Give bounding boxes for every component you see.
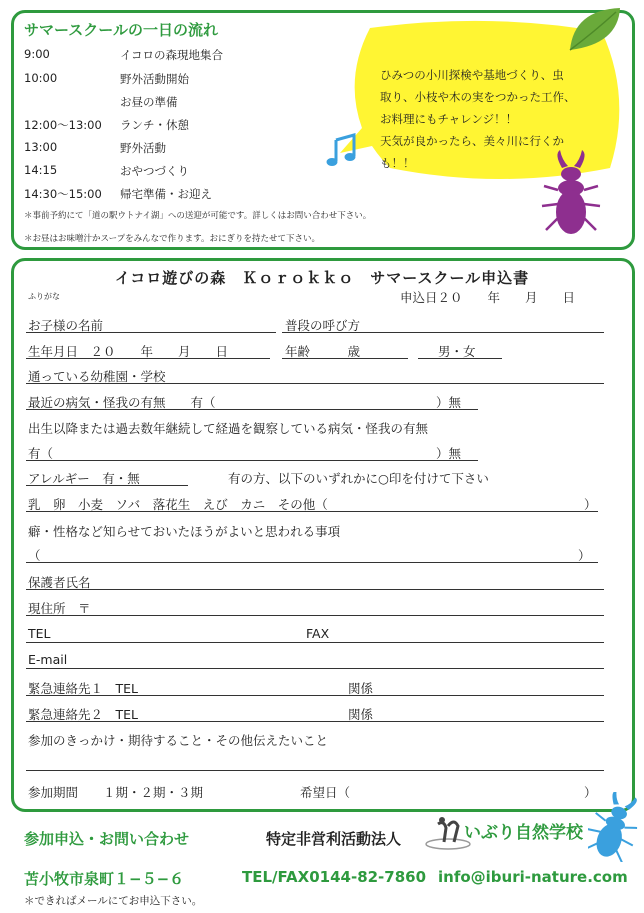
- footer-note: ＊できればメールにてお申込下さい。: [24, 895, 203, 907]
- schedule-time: 10:00: [24, 71, 58, 85]
- long-illness-field[interactable]: [26, 460, 478, 461]
- birth-field[interactable]: [26, 358, 270, 359]
- recent-illness-field[interactable]: [26, 409, 478, 410]
- org-type: 特定非営利活動法人: [266, 830, 402, 848]
- furigana-label: ふりがな: [28, 292, 60, 301]
- footer-telfax: TEL/FAX0144-82-7860: [242, 868, 427, 886]
- schedule-note: ＊お昼はお味噌汁かスープをみんなで作ります。おにぎりを持たせて下さい。: [24, 234, 320, 244]
- emergency1-field[interactable]: [26, 695, 604, 696]
- address-label: 現住所 〒: [28, 601, 91, 616]
- emergency2-field[interactable]: [26, 721, 604, 722]
- school-label: 通っている幼稚園・学校: [28, 369, 166, 384]
- motivation-field[interactable]: [26, 770, 604, 771]
- schedule-time: 12:00〜13:00: [24, 118, 102, 132]
- schedule-time: 13:00: [24, 140, 58, 154]
- stag-beetle-blue-icon: [588, 792, 640, 862]
- bubble-text: 取り、小枝や木の実をつかった工作、: [380, 90, 576, 104]
- tel-fax-field[interactable]: [26, 642, 604, 643]
- logo-text: いぶり自然学校: [464, 823, 583, 843]
- schedule-event: イコロの森現地集合: [120, 48, 224, 62]
- schedule-note: ＊事前予約にて「道の駅ウトナイ湖」への送迎が可能です。詳しくはお問い合わせ下さい。: [24, 211, 372, 221]
- footer-address: 苫小牧市泉町１−５−６: [24, 870, 185, 888]
- form-title: イコロ遊びの森 Ｋｏｒｏｋｋｏ サマースクール申込書: [114, 269, 530, 287]
- gender-label: 男・女: [438, 344, 476, 359]
- habits-close: ）: [578, 548, 591, 563]
- long-illness-none: ）無: [436, 446, 462, 461]
- recent-illness-none: ）無: [436, 395, 462, 410]
- allergy-field[interactable]: [26, 485, 188, 486]
- gender-field[interactable]: [418, 358, 502, 359]
- schedule-event: おやつづくり: [120, 164, 189, 178]
- emergency1-relation: 関係: [348, 681, 374, 696]
- schedule-time: 9:00: [24, 47, 50, 61]
- wish-date-label: 希望日（: [300, 785, 351, 800]
- stag-beetle-icon: [540, 150, 604, 240]
- schedule-time: 14:30〜15:00: [24, 187, 102, 201]
- bubble-text: ひみつの小川探検や基地づくり、虫: [380, 68, 564, 82]
- contact-heading: 参加申込・お問い合わせ: [24, 830, 190, 848]
- leaf-icon: [566, 4, 624, 54]
- child-name-label: お子様の名前: [28, 318, 104, 333]
- music-note-icon: [326, 132, 358, 168]
- long-illness-open: 有（: [28, 446, 54, 461]
- emergency2-relation: 関係: [348, 707, 374, 722]
- child-name-field[interactable]: [26, 332, 276, 333]
- allergens-close: ）: [584, 497, 597, 512]
- schedule-time: 14:15: [24, 163, 58, 177]
- emergency2-label: 緊急連絡先２ TEL: [28, 707, 138, 722]
- allergens-list: 乳 卵 小麦 ソバ 落花生 えび カニ その他（: [28, 497, 328, 512]
- school-field[interactable]: [26, 383, 604, 384]
- address-field[interactable]: [26, 615, 604, 616]
- long-illness-label: 出生以降または過去数年継続して経過を観察している病気・怪我の有無: [28, 421, 429, 436]
- allergens-field[interactable]: [26, 511, 598, 512]
- allergy-note: 有の方、以下のいずれかに○印を付けて下さい: [228, 471, 489, 486]
- application-date: 申込日２０ 年 月 日: [400, 290, 576, 305]
- motivation-label: 参加のきっかけ・期待すること・その他伝えたいこと: [28, 733, 329, 748]
- recent-illness-label: 最近の病気・怪我の有無 有（: [28, 395, 216, 410]
- schedule-event: 帰宅準備・お迎え: [120, 187, 212, 201]
- wish-date-close: ）: [584, 785, 597, 800]
- schedule-title: サマースクールの一日の流れ: [24, 21, 218, 39]
- emergency1-label: 緊急連絡先１ TEL: [28, 681, 138, 696]
- bubble-text: お料理にもチャレンジ！！: [380, 112, 518, 126]
- habits-label: 癖・性格など知らせておいたほうがよいと思われる事項: [28, 524, 341, 539]
- age-field[interactable]: [282, 358, 408, 359]
- schedule-event: 野外活動: [120, 141, 166, 155]
- guardian-field[interactable]: [26, 589, 604, 590]
- email-label: E-mail: [28, 652, 68, 667]
- schedule-event: お昼の準備: [120, 95, 178, 109]
- period-label: 参加期間 １期・２期・３期: [28, 785, 204, 800]
- bubble-text: も！！: [380, 156, 415, 170]
- email-field[interactable]: [26, 668, 604, 669]
- age-label: 年齢 歳: [285, 344, 361, 359]
- schedule-event: ランチ・休憩: [120, 118, 189, 132]
- iburi-logo: [424, 814, 583, 854]
- nickname-field[interactable]: [282, 332, 604, 333]
- allergy-label: アレルギー 有・無: [28, 471, 140, 486]
- nickname-label: 普段の呼び方: [285, 318, 361, 333]
- birth-label: 生年月日 ２０ 年 月 日: [28, 344, 229, 359]
- schedule-event: 野外活動開始: [120, 72, 189, 86]
- habits-field[interactable]: [26, 562, 598, 563]
- bubble-text: 天気が良かったら、美々川に行くか: [380, 134, 564, 148]
- fax-label: FAX: [306, 626, 330, 641]
- tel-label: TEL: [28, 626, 51, 641]
- footer-email[interactable]: info@iburi-nature.com: [438, 868, 628, 886]
- habits-open: （: [28, 548, 41, 563]
- guardian-label: 保護者氏名: [28, 575, 91, 590]
